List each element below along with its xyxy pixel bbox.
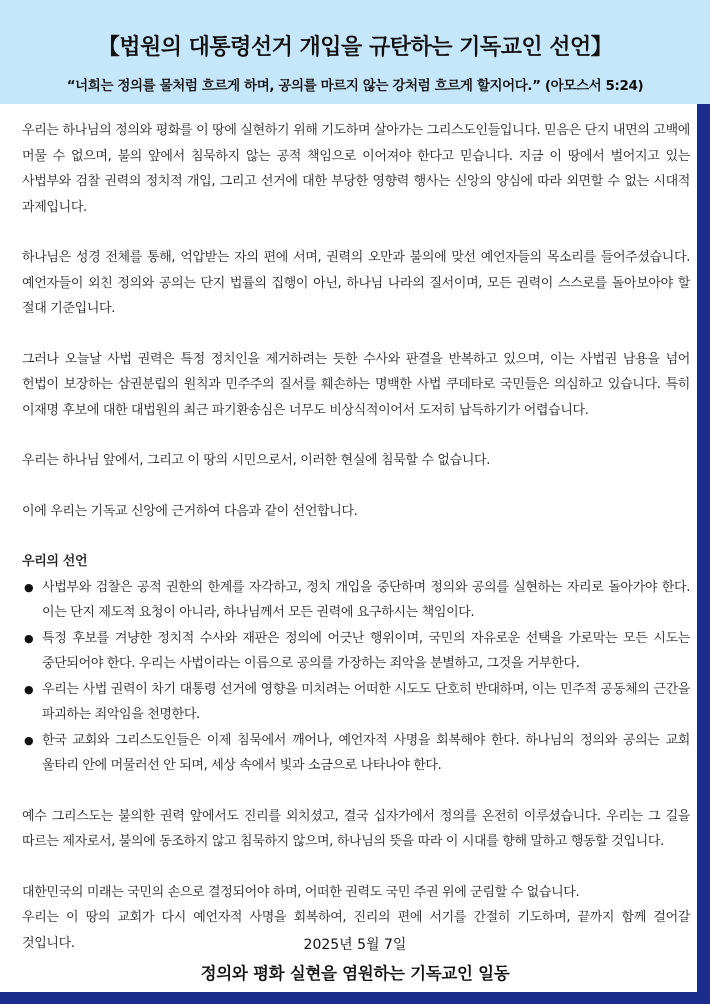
- bullet-icon: ●: [24, 682, 34, 696]
- declaration-date: 2025년 5월 7일: [303, 937, 407, 953]
- declaration-list: [22, 575, 690, 779]
- list-item: [22, 575, 690, 626]
- right-accent-bar: [697, 104, 710, 1004]
- document-title: 【법원의 대통령선거 개입을 규탄하는 기독교인 선언】: [97, 35, 613, 60]
- list-item: [22, 677, 690, 728]
- paragraph-jesus: 예수 그리스도는 불의한 권력 앞에서도 진리를 외치셨고, 결국 십자가에서 정의를 온전히 이루셨습니다. 우리는 그 길을 따르는 제자로서, 불의에 동조하지 않고 침묵하지 않으며, 하나님의 뜻을 따라 이 시대를 향해 말하고 행동할 것입니다.: [22, 808, 690, 849]
- paragraph-future: 대한민국의 미래는 국민의 손으로 결정되어야 하며, 어떠한 권력도 국민 주권 위에 군림할 수 없습니다.: [22, 884, 580, 900]
- scripture-verse: “너희는 정의를 물처럼 흐르게 하며, 공의를 마르지 않는 강처럼 흐르게 할지어다.” (아모스서 5:24): [66, 78, 644, 94]
- paragraph-declare: 이에 우리는 기독교 신앙에 근거하여 다음과 같이 선언합니다.: [22, 503, 358, 519]
- paragraph-prophets: 하나님은 성경 전체를 통해, 억압받는 자의 편에 서며, 권력의 오만과 불의에 맞선 예언자들의 목소리를 들어주셨습니다. 예언자들이 외친 정의와 공의는 단지 법률의 집행이 아닌, 하나님 나라의 질서이며, 모든 권력이 스스로를 돌아보아야 할 절대 기준입니다.: [22, 250, 690, 316]
- declaration-item-text: 특정 후보를 겨냥한 정치적 수사와 재판은 정의에 어긋난 행위이며, 국민의 자유로운 선택을 가로막는 모든 시도는 중단되어야 한다. 우리는 사법이라는 이름으로 공의를 가장하는 죄악을 분별하고, 그것을 거부한다.: [42, 630, 690, 671]
- signatory: 정의와 평화 실현을 염원하는 기독교인 일동: [200, 964, 510, 983]
- declaration-heading: 우리의 선언: [22, 554, 88, 569]
- bullet-icon: ●: [24, 580, 34, 594]
- declaration-item-text: 사법부와 검찰은 공적 권한의 한계를 자각하고, 정치 개입을 중단하며 정의와 공의를 실현하는 자리로 돌아가야 한다. 이는 단지 제도적 요청이 아니라, 하나님께서 모든 권력에 요구하시는 책임이다.: [42, 579, 690, 620]
- bottom-accent-bar: [0, 992, 710, 1004]
- bullet-icon: ●: [24, 631, 34, 645]
- paragraph-judicial-power: 그러나 오늘날 사법 권력은 특정 정치인을 제거하려는 듯한 수사와 판결을 반복하고 있으며, 이는 사법권 남용을 넘어 헌법이 보장하는 삼권분립의 원칙과 민주주의 질서를 훼손하는 명백한 사법 쿠데타로 국민들은 의심하고 있습니다. 특히 이재명 후보에 대한 대법원의 최근 파기환송심은 너무도 비상식적이어서 도저히 납득하기가 어렵습니다.: [22, 351, 690, 418]
- header-banner: [0, 0, 710, 104]
- paragraph-prayer: 우리는 이 땅의 교회가 다시 예언자적 사명을 회복하여, 진리의 편에 서기를 간절히 기도하며, 끝까지 함께 걸어갈 것입니다.: [22, 910, 690, 951]
- declaration-item-text: 한국 교회와 그리스도인들은 이제 침묵에서 깨어나, 예언자적 사명을 회복해야 한다. 하나님의 정의와 공의는 교회 울타리 안에 머물러선 안 되며, 세상 속에서 빛과 소금으로 나타나야 한다.: [42, 732, 690, 773]
- paragraph-intro: 우리는 하나님의 정의와 평화를 이 땅에 실현하기 위해 기도하며 살아가는 그리스도인들입니다. 믿음은 단지 내면의 고백에 머물 수 없으며, 불의 앞에서 침묵하지 않는 공적 책임으로 이어져야 한다고 믿습니다. 지금 이 땅에서 벌어지고 있는 사법부와 검찰 권력의 정치적 개입, 그리고 선거에 대한 부당한 영향력 행사는 신앙의 양심에 따라 외면할 수 없는 시대적 과제입니다.: [22, 123, 690, 215]
- paragraph-citizens: 우리는 하나님 앞에서, 그리고 이 땅의 시민으로서, 이러한 현실에 침묵할 수 없습니다.: [22, 453, 491, 468]
- bullet-icon: ●: [24, 733, 34, 747]
- declaration-item-text: 우리는 사법 권력이 차기 대통령 선거에 영향을 미치려는 어떠한 시도도 단호히 반대하며, 이는 민주적 공동체의 근간을 파괴하는 죄악임을 천명한다.: [42, 681, 690, 722]
- list-item: [22, 626, 690, 677]
- list-item: [22, 728, 690, 779]
- declaration-body: [22, 118, 690, 981]
